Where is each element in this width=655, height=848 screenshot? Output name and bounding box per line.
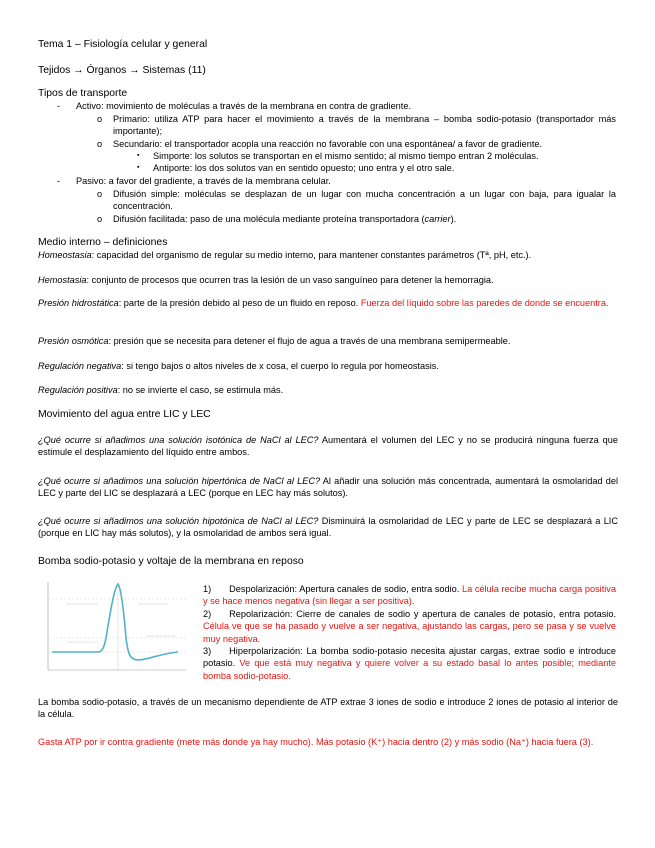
homeostasia-definition: Homeostasia: capacidad del organismo de regular su medio interno, para mantener constantes parámetros (Tª, pH, etc.).	[38, 250, 532, 260]
facilitated-diffusion-item	[97, 213, 616, 225]
square-bullet: ▪	[137, 152, 140, 159]
hypotonic-question: ¿Qué ocurre si añadimos una solución hipotónica de NaCl al LEC? Disminuirá la osmolaridad de LEC y parte de LEC se desplazará a LIC (porque en LIC hay más solutos), y la osmolaridad de ambos será igual.	[38, 516, 618, 539]
hemostasia-definition: Hemostasia: conjunto de procesos que ocurren tras la lesión de un vaso sanguíneo para detener la hemorragia.	[38, 275, 494, 285]
depolarization-item: 1) Despolarización: Apertura canales de sodio, entra sodio. La célula recibe mucha carga positiva y se hace menos negativa (sin llegar a ser positiva).	[203, 584, 616, 607]
secondary-item	[97, 138, 616, 150]
transport-heading: Tipos de transporte	[38, 88, 128, 99]
water-heading: Movimiento del agua entre LIC y LEC	[38, 409, 211, 420]
repolarization-item: 2) Repolarización: Cierre de canales de sodio y apertura de canales de potasio, entra potasio. Célula ve que se ha pasado y vuelve a ser negativa, ajustando las cargas, pero se pasa y se vuelve muy negativa.	[203, 608, 616, 644]
pump-summary: La bomba sodio-potasio, a través de un mecanismo dependiente de ATP extrae 3 iones de sodio e introduce 2 iones de potasio al interior de la célula.	[38, 697, 618, 720]
carrier-term: carrier	[424, 214, 451, 224]
circle-bullet: o	[97, 189, 103, 199]
pump-heading: Bomba sodio-potasio y voltaje de la membrana en reposo	[38, 556, 304, 567]
secondary-text: Secundario: el transportador acopla una reacción no favorable con una espontánea/ a favor de gradiente.	[113, 139, 543, 149]
action-potential-figure	[38, 574, 188, 676]
dash-bullet: -	[57, 176, 61, 186]
primary-item	[97, 113, 616, 138]
document-title: Tema 1 – Fisiología celular y general	[38, 39, 208, 50]
hyperpolarization-item: 3) Hiperpolarización: La bomba sodio-potasio necesita ajustar cargas, extrae sodio e introduce potasio. Ve que está muy negativa y quiere volver a su estado basal lo antes posible; mediante bomba sodio-potasio.	[203, 646, 616, 681]
circle-bullet: o	[97, 214, 103, 224]
passive-item	[57, 175, 607, 187]
negative-regulation: Regulación negativa: si tengo bajos o altos niveles de x cosa, el cuerpo lo regula por homeostasis.	[38, 361, 439, 371]
active-text: Activo: movimiento de moléculas a través de la membrana en contra de gradiente.	[76, 101, 412, 111]
isotonic-question: ¿Qué ocurre si añadimos una solución isotónica de NaCl al LEC? Aumentará el volumen del LEC y no se producirá ninguna fuerza que estimule el desplazamiento del líquido entre ambos.	[38, 435, 618, 458]
simple-diffusion-item	[97, 188, 616, 213]
osmotic-definition: Presión osmótica: presión que se necesita para detener el flujo de agua a través de una membrana semipermeable.	[38, 336, 511, 346]
passive-text: Pasivo: a favor del gradiente, a través de la membrana celular.	[76, 176, 331, 186]
pump-red-note: Gasta ATP por ir contra gradiente (mete más donde ya hay mucho). Más potasio (K⁺) hacia dentro (2) y más sodio (Na⁺) hacia fuera (3).	[38, 737, 594, 747]
primary-text: Primario: utiliza ATP para hacer el movimiento a través de la membrana – bomba sodio-potasio (transportador más importante);	[113, 114, 616, 137]
hydrostatic-definition: Presión hidrostática: parte de la presión debido al peso de un fluido en reposo. Fuerza del líquido sobre las paredes de donde se encuentra.	[38, 298, 609, 308]
antiport-item	[137, 162, 617, 174]
medio-heading: Medio interno – definiciones	[38, 237, 168, 248]
tissue-hierarchy: Tejidos → Órganos → Sistemas (11)	[38, 65, 206, 76]
facilitated-text: Difusión facilitada: paso de una molécula mediante proteína transportadora (	[113, 214, 425, 224]
hypertonic-question: ¿Qué ocurre si añadimos una solución hipertónica de NaCl al LEC? Al añadir una solución más concentrada, aumentará la osmolaridad del LEC y parte del LIC se desplazará a LEC (porque en LEC hay más solutos).	[38, 476, 618, 499]
facilitated-close: ).	[450, 214, 457, 224]
phases-list	[203, 583, 616, 682]
dash-bullet: -	[57, 101, 61, 111]
symport-item	[137, 150, 617, 162]
action-potential-graph	[38, 574, 188, 676]
symport-text: Simporte: los solutos se transportan en el mismo sentido; al mismo tiempo entran 2 moléculas.	[153, 151, 539, 161]
active-item	[57, 100, 607, 112]
hydrostatic-note: Fuerza del líquido sobre las paredes de donde se encuentra.	[360, 298, 609, 308]
positive-regulation: Regulación positiva: no se invierte el caso, se estimula más.	[38, 385, 284, 395]
circle-bullet: o	[97, 114, 103, 124]
antiport-text: Antiporte: los dos solutos van en sentido opuesto; uno entra y el otro sale.	[153, 163, 455, 173]
simple-diffusion-text: Difusión simple: moléculas se desplazan de un lugar con mucha concentración a un lugar con baja, para igualar la concentración.	[113, 189, 616, 212]
circle-bullet: o	[97, 139, 103, 149]
square-bullet: ▪	[137, 164, 140, 171]
